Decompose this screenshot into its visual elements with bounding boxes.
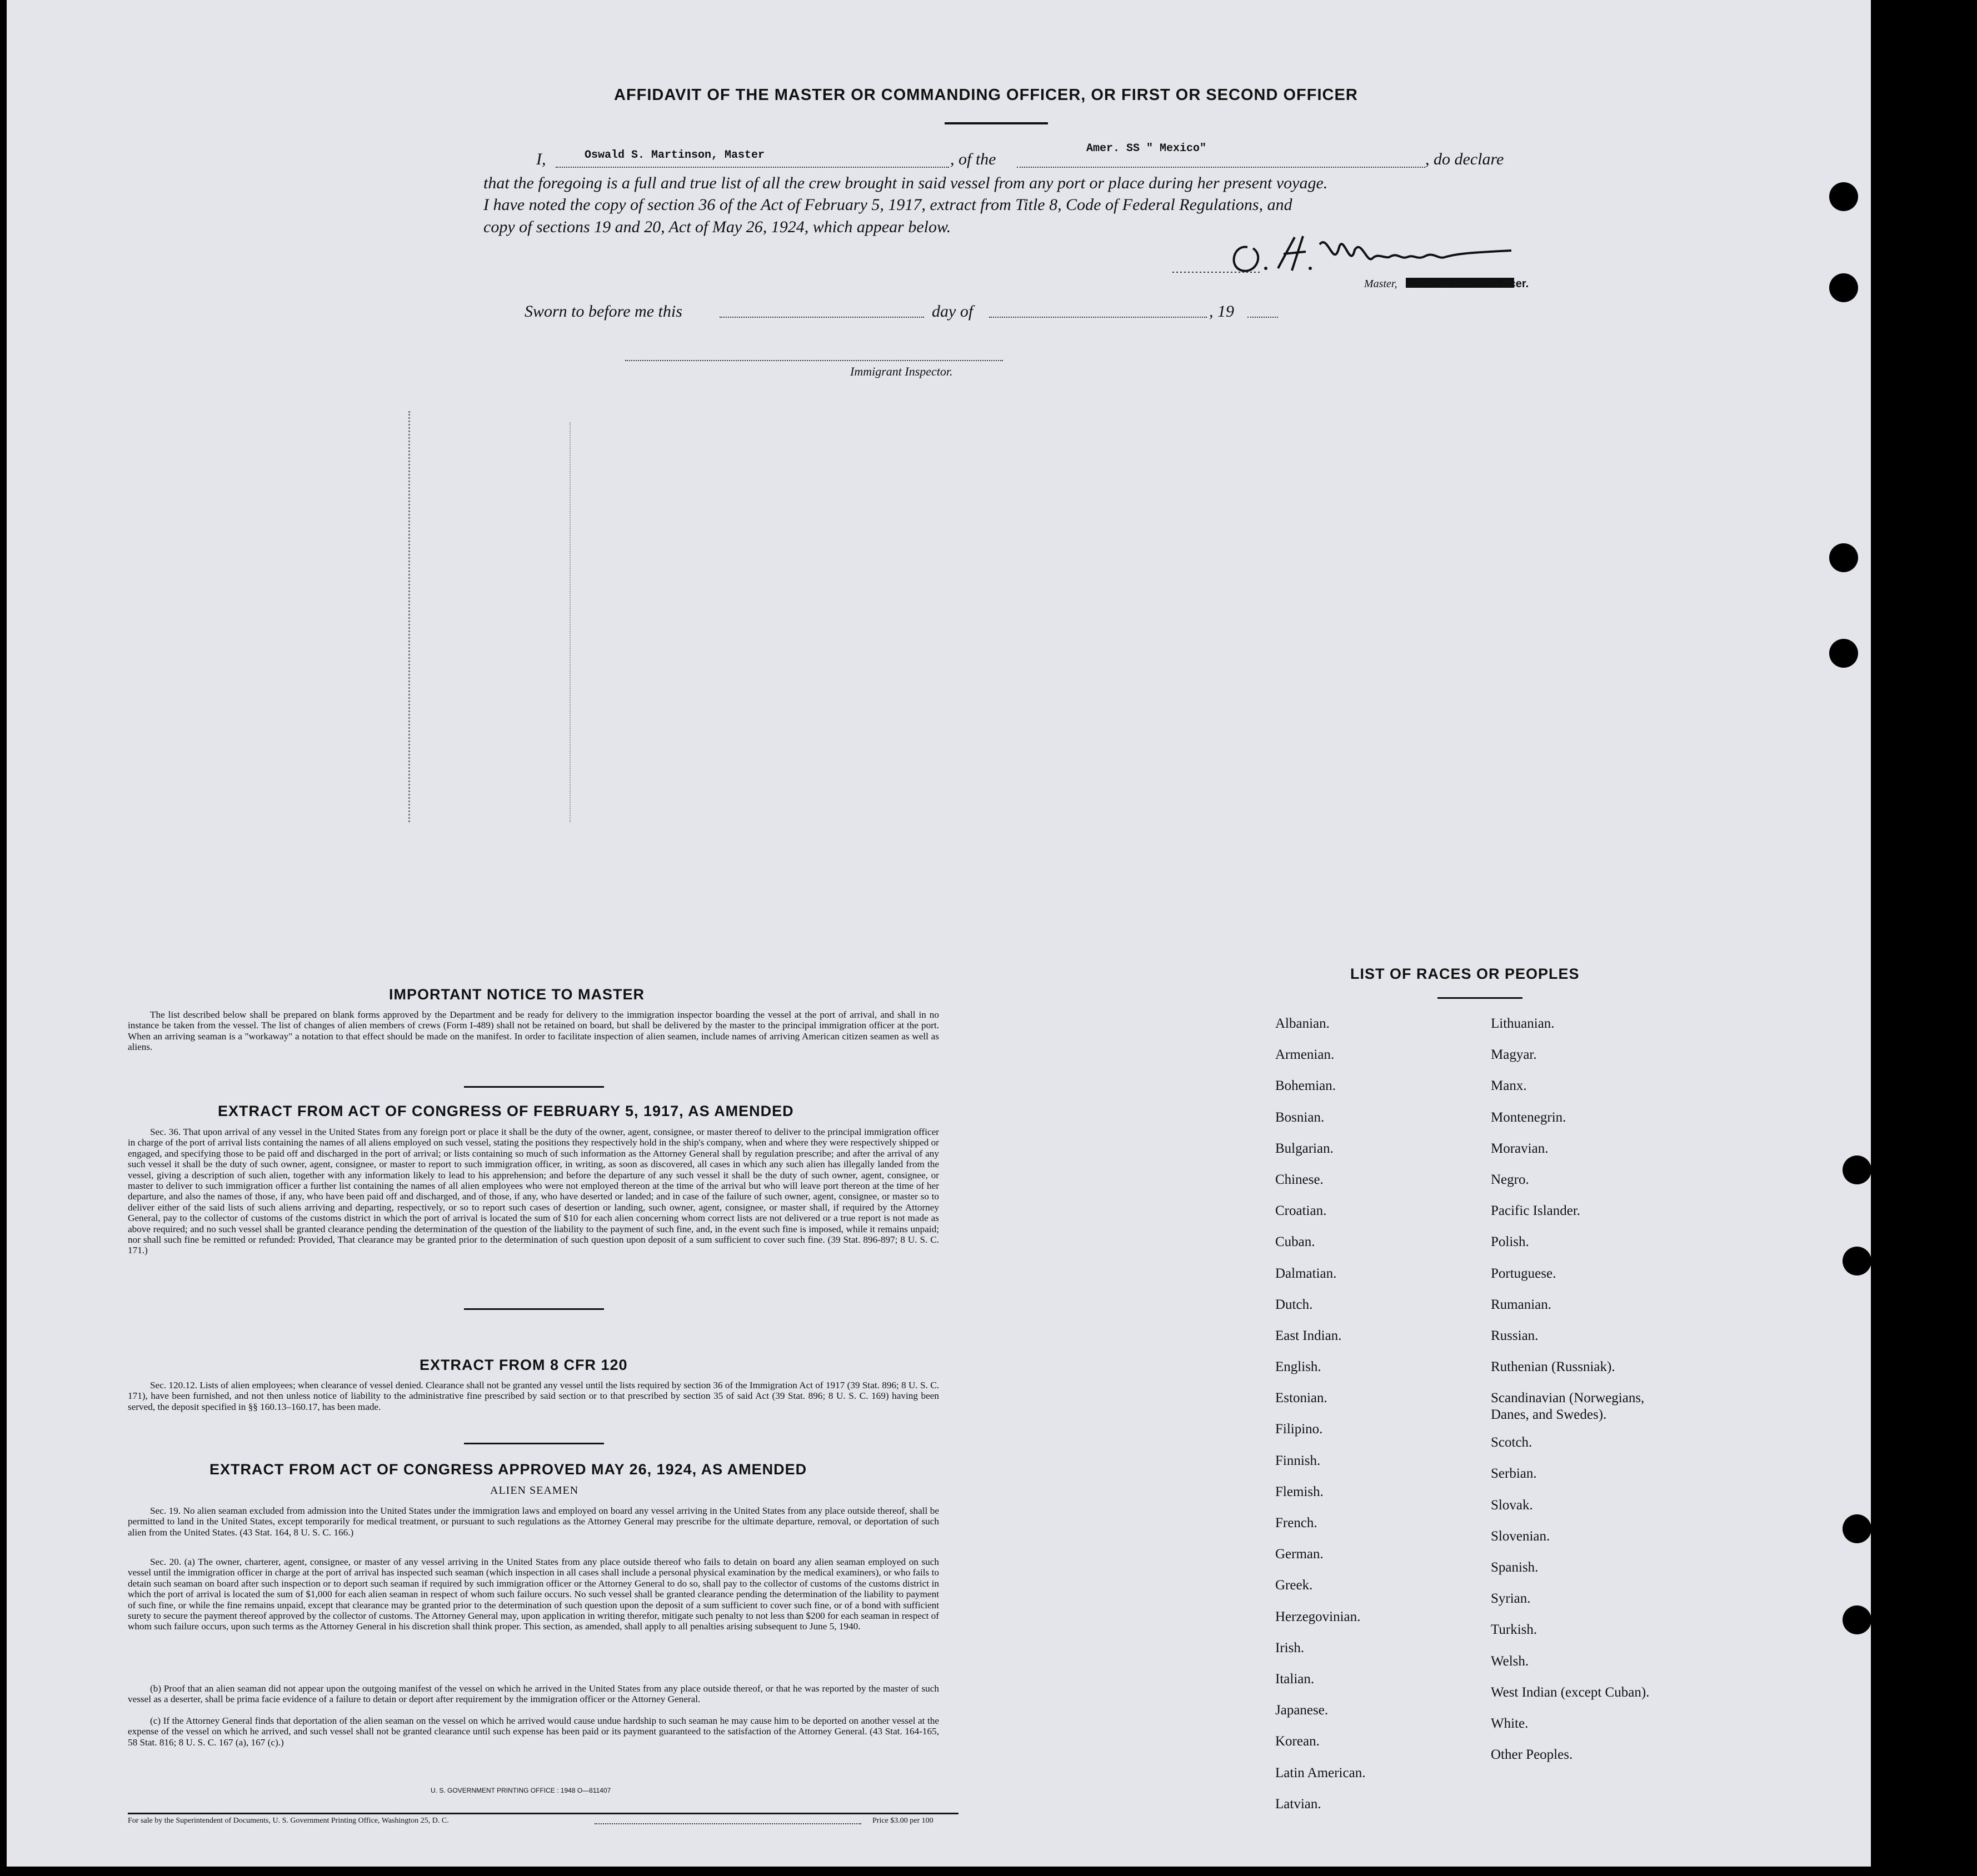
race-item: Serbian. [1491, 1466, 1537, 1482]
punch-hole-icon [1843, 1514, 1871, 1543]
race-item: Polish. [1491, 1234, 1529, 1250]
race-item: Japanese. [1275, 1703, 1329, 1718]
race-item: Flemish. [1275, 1484, 1324, 1499]
master-name-typed: Oswald S. Martinson, Master [585, 149, 765, 162]
name-blank-line [556, 167, 949, 168]
race-item: Chinese. [1275, 1172, 1324, 1187]
race-item: Dalmatian. [1275, 1265, 1337, 1281]
struck-officer-label: First or Second Officer. [1406, 278, 1529, 290]
race-item: Magyar. [1491, 1047, 1537, 1063]
year-blank [1247, 317, 1278, 318]
race-item: Turkish. [1491, 1622, 1537, 1638]
race-item: Croatian. [1275, 1203, 1327, 1219]
extract-cfr-sec: Sec. 120.12. [150, 1380, 197, 1390]
sec-19-text: Sec. 19. No alien seaman excluded from admission into the United States under the immigration laws and employed on board any vessel arriving in the United States from any place outside thereof, shall be permitted to land in the United States, except temporarily for medical treatment, or pursuant to such regulations as the Attorney General may prescribe for the ultimate departure, removal, or deportation of such alien from the United States. (43 Stat. 164, 8 U. S. C. 166.) [128, 1505, 939, 1538]
section-divider [464, 1086, 604, 1088]
race-item: Korean. [1275, 1734, 1320, 1749]
price-notice: Price $3.00 per 100 [872, 1817, 933, 1825]
sworn-month-blank [989, 317, 1207, 318]
day-of-label: day of [932, 302, 973, 321]
race-item: Dutch. [1275, 1297, 1313, 1312]
extract-1917-text [128, 1127, 939, 1256]
sworn-label: Sworn to before me this [525, 302, 682, 321]
inspector-signature-line [625, 360, 1003, 361]
inspector-label: Immigrant Inspector. [850, 364, 953, 378]
race-item: Lithuanian. [1491, 1016, 1555, 1031]
extract-1917-body: That upon arrival of any vessel in the United States from any foreign port or place it shall be the duty of the owner, agent, consignee, or master thereof to deliver to the principal immigration officer in charge of the port of arrival lists containing the names of all aliens employed on such vessel, stating the positions they respectively hold in the ship's company, when and where they were respectively shipped or engaged, and specifying those to be paid off and discharged in the port of arrival; or lists containing so much of such information as the Attorney General shall by regulation prescribe; and after the arrival of any such vessel it shall be the duty of such owner, agent, consignee, or master to report to such immigration officer, in writing, as soon as discovered, all cases in which any such alien has illegally landed from the vessel, giving a description of such alien, together with any information likely to lead to his apprehension; and before the departure of any such vessel it shall be the duty of such owner, agent, consignee, or master to deliver to such immigration officer a further list containing the names of all alien employees who were not employed thereon at the time of the arrival but who will leave port thereon at the time of her departure, and also the names of those, if any, who have been paid off and discharged, and of those, if any, who have deserted or landed; and in case of the failure of such owner, agent, consignee, or master so to deliver either of the said lists of such aliens arriving and departing, respectively, or so to report such cases of desertion or landing, such owner, agent, consignee, or master shall, if required by the Attorney General, pay to the collector of customs of the customs district in which the port of arrival is located the sum of $10 for each alien concerning whom correct lists are not delivered or a true report is not made as above required; and no such vessel shall be granted clearance pending the determination of the question of the liability to the payment of such fine, and, in the event such fine is imposed, while it remains unpaid; nor shall such fine be remitted or refunded: Provided, That clearance may be granted prior to the determination of such question upon deposit of a sum sufficient to cover such fine. (39 Stat. 896-897; 8 U. S. C. 171.) [128, 1127, 939, 1256]
vessel-blank-line [1017, 167, 1425, 168]
race-item: German. [1275, 1547, 1324, 1562]
race-item: Pacific Islander. [1491, 1203, 1581, 1219]
race-item: Manx. [1491, 1078, 1527, 1094]
punch-hole-icon [1829, 273, 1858, 302]
races-right-column [1491, 1008, 1649, 1770]
year-label: , 19 [1209, 302, 1234, 321]
sworn-day-blank [720, 317, 924, 318]
race-item: Spanish. [1491, 1560, 1539, 1575]
race-item: Portuguese. [1491, 1265, 1556, 1281]
do-declare-label: , do declare [1425, 150, 1504, 168]
punch-hole-icon [1829, 182, 1858, 211]
gpo-imprint: U. S. GOVERNMENT PRINTING OFFICE : 1948 O—811407 [431, 1787, 611, 1794]
margin-marks [408, 411, 412, 822]
sec-20b-text: (b) Proof that an alien seaman did not appear upon the outgoing manifest of the vessel on which he arrived in the United States from any place outside thereof, or that he was reported by the master of such vessel as a deserter, shall be prima facie evidence of a failure to detain or deport after requirement by the immigration officer or the Attorney General. [128, 1683, 939, 1705]
sale-notice: For sale by the Superintendent of Documents, U. S. Government Printing Office, Washington 25, D. C. [128, 1817, 449, 1825]
race-item: Cuban. [1275, 1234, 1315, 1250]
race-item: Irish. [1275, 1640, 1305, 1655]
sec-20a-text: Sec. 20. (a) The owner, charterer, agent, consignee, or master of any vessel arriving in the United States from any place outside thereof who fails to detain on board any alien seaman employed on such vessel until the immigration officer in charge at the port of arrival has inspected such seaman (which inspection in all cases shall include a personal physical examination by the medical examiners), or who fails to detain such seaman on board after such inspection or to deport such seaman if required by such immigration officer or the Attorney General to do so, shall pay to the collector of customs of the customs district in which the port of arrival is located the sum of $1,000 for each alien seaman in respect of whom such failure occurs. No such vessel shall be granted clearance pending the determination of the liability to payment of such fine, or while the fine remains unpaid, except that clearance may be granted prior to the determination of such question upon the deposit of a sum sufficient to cover such fine, or of a bond with sufficient surety to secure the payment thereof approved by the collector of customs. The Attorney General may, upon application in writing therefor, mitigate such penalty to not less than $200 for each seaman in respect of whom such failure occurs, upon such terms as the Attorney General in his discretion shall think proper. This section, as amended, shall apply to all penalties arising subsequent to June 5, 1940. [128, 1557, 939, 1632]
race-item: Montenegrin. [1491, 1109, 1566, 1125]
race-item: Scandinavian (Norwegians, [1491, 1390, 1645, 1406]
race-item: East Indian. [1275, 1328, 1342, 1343]
race-item: Rumanian. [1491, 1297, 1552, 1312]
punch-hole-icon [1843, 1247, 1871, 1275]
race-item: Armenian. [1275, 1047, 1335, 1063]
race-item: Estonian. [1275, 1390, 1327, 1406]
vessel-name-typed: Amer. SS " Mexico" [1086, 142, 1207, 155]
master-signature [1167, 225, 1589, 281]
race-item: Ruthenian (Russniak). [1491, 1359, 1615, 1375]
race-item: Filipino. [1275, 1422, 1323, 1437]
of-the-label: , of the [950, 150, 996, 168]
race-item: Other Peoples. [1491, 1747, 1573, 1763]
race-item: Slovak. [1491, 1497, 1533, 1513]
races-divider [1437, 997, 1522, 999]
punch-hole-icon [1829, 543, 1858, 572]
race-item: Albanian. [1275, 1016, 1330, 1031]
race-item: Danes, and Swedes). [1491, 1407, 1607, 1423]
extract-1917-sec: Sec. 36. [150, 1127, 181, 1137]
section-divider [464, 1308, 604, 1310]
alien-seamen-subtitle: ALIEN SEAMEN [490, 1484, 579, 1497]
footer-rule [128, 1813, 958, 1814]
race-item: Moravian. [1491, 1140, 1549, 1156]
race-item: Italian. [1275, 1671, 1315, 1687]
sec-20c-text: (c) If the Attorney General finds that deportation of the alien seaman on the vessel on which he arrived would cause undue hardship to such seaman he may cause him to be deported on another vessel at the expense of the vessel on which he arrived, and such vessel shall not be granted clearance until such expense has been paid or its payment guaranteed to the satisfaction of the Attorney General. (43 Stat. 164-165, 58 Stat. 816; 8 U. S. C. 167 (a), 167 (c).) [128, 1715, 939, 1748]
affidavit-line-3: I have noted the copy of section 36 of the Act of February 5, 1917, extract from Title 8, Code of Federal Regulations, and [483, 196, 1292, 214]
races-left-column [1275, 1008, 1365, 1820]
race-item: Latvian. [1275, 1796, 1321, 1812]
extract-cfr-body: Lists of alien employees; when clearance of vessel denied. Clearance shall not be granted any vessel until the lists required by section 36 of the Immigration Act of 1917 (39 Stat. 896; 8 U. S. C. 171), have been furnished, and not then unless notice of liability to the administrative fine prescribed by said section or to that prescribed by section 35 of said Act (39 Stat. 896; 8 U. S. C. 169) having been served, the deposit specified in §§ 160.13–160.17, has been made. [128, 1380, 939, 1412]
footer-leader [595, 1823, 861, 1824]
race-item: Russian. [1491, 1328, 1539, 1343]
extract-cfr-title: EXTRACT FROM 8 CFR 120 [420, 1357, 628, 1373]
race-item: Latin American. [1275, 1765, 1366, 1780]
section-divider [464, 1443, 604, 1444]
notice-title: IMPORTANT NOTICE TO MASTER [389, 986, 645, 1003]
scan-border [1871, 0, 1977, 1876]
race-item: French. [1275, 1515, 1317, 1530]
race-item: Bulgarian. [1275, 1140, 1334, 1156]
race-item: Welsh. [1491, 1653, 1529, 1669]
punch-hole-icon [1843, 1605, 1871, 1634]
race-item: Finnish. [1275, 1453, 1321, 1468]
affidavit-line-2: that the foregoing is a full and true list of all the crew brought in said vessel from any port or place during her present voyage. [483, 174, 1328, 192]
race-item: Slovenian. [1491, 1528, 1550, 1544]
race-item: White. [1491, 1715, 1529, 1731]
race-item: English. [1275, 1359, 1321, 1375]
affidavit-i-label: I, [536, 150, 546, 168]
notice-text: The list described below shall be prepared on blank forms approved by the Department and be ready for delivery to the immigration inspector boarding the vessel at the port of arrival, and shall in no instance be taken from the vessel. The list of changes of alien members of crews (Form I-489) shall not be retained on board, but shall be delivered by the master to the principal immigration officer at the port. When an arriving seaman is a "workaway" a notation to that effect should be made on the manifest. In order to facilitate inspection of alien seamen, include names of arriving American citizen seamen as well as aliens. [128, 1009, 939, 1053]
punch-hole-icon [1843, 1155, 1871, 1184]
extract-1924-title: EXTRACT FROM ACT OF CONGRESS APPROVED MAY 26, 1924, AS AMENDED [209, 1461, 807, 1478]
race-item: Bosnian. [1275, 1109, 1325, 1125]
affidavit-line-4: copy of sections 19 and 20, Act of May 26, 1924, which appear below. [483, 218, 951, 236]
race-item: Bohemian. [1275, 1078, 1336, 1094]
race-item: West Indian (except Cuban). [1491, 1684, 1650, 1700]
race-item: Negro. [1491, 1172, 1529, 1187]
affidavit-title: AFFIDAVIT OF THE MASTER OR COMMANDING OFFICER, OR FIRST OR SECOND OFFICER [614, 86, 1358, 104]
race-item: Syrian. [1491, 1591, 1531, 1607]
punch-hole-icon [1829, 639, 1858, 668]
extract-1917-title: EXTRACT FROM ACT OF CONGRESS OF FEBRUARY 5, 1917, AS AMENDED [218, 1103, 794, 1119]
race-item: Greek. [1275, 1578, 1313, 1593]
margin-marks [570, 422, 573, 822]
race-item: Scotch. [1491, 1435, 1532, 1450]
race-item: Herzegovinian. [1275, 1609, 1361, 1624]
races-title: LIST OF RACES OR PEOPLES [1350, 965, 1580, 982]
title-divider [945, 122, 1048, 124]
extract-cfr-text [128, 1380, 939, 1412]
master-label: Master, [1364, 278, 1397, 290]
